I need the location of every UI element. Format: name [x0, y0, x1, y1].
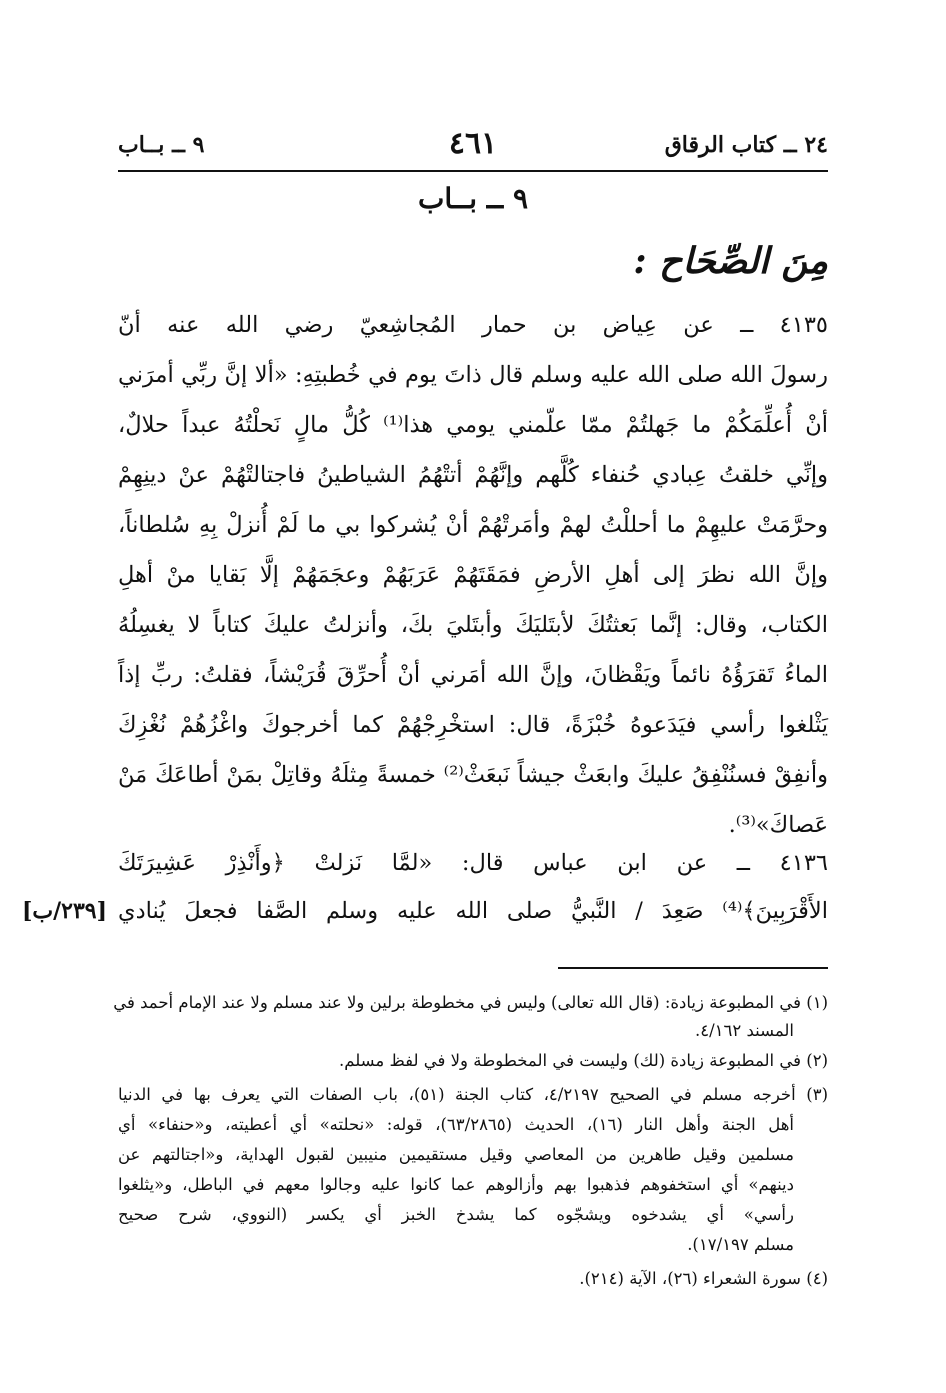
text-line: ٤١٣٦ ــ عن ابن عباس قال: «لمَّا نَزلتْ ﴿وأَنْذِرْ عَشِيرَتَكَ [118, 850, 828, 876]
header-book-title: ٢٤ ــ كتاب الرقاق [664, 132, 828, 158]
footnote-line: (٤) سورة الشعراء (٢٦)، الآية (٢١٤). [579, 1269, 828, 1288]
footnote-line: (١) في المطبوعة زيادة: (قال الله تعالى) وليس في مخطوطة برلين ولا عند مسلم ولا عند الإمام أحمد في [113, 993, 828, 1012]
header-chapter: ٩ ــ بــاب [118, 132, 205, 158]
text-line: وإنَّ الله نظرَ إلى أهلِ الأرضِ فمَقَتَهُمْ عَرَبَهُمْ وعجَمَهُمْ إلَّا بَقايا منْ أهلِ [118, 562, 828, 588]
footnote-line: (٣) أخرجه مسلم في الصحيح ٤/٢١٩٧، كتاب الجنة (٥١)، باب الصفات التي يعرف بها في الدنيا [118, 1085, 828, 1104]
text-line: وحرَّمَتْ عليهِمْ ما أحللْتُ لهمْ وأمَرتْهُمْ أنْ يُشركوا بي ما لَمْ أُنزلْ بِهِ سُلطاناً، [118, 512, 828, 538]
running-header [118, 126, 828, 172]
text-line: وأنفِقْ فسنُنْفِقُ عليكَ وابعَثْ جيشاً نَبعَثْ⁽²⁾ خمسةً مِثلَهُ وقاتِلْ بمَنْ أطاعَكَ مَنْ [118, 762, 828, 788]
footnote-line: مسلمين وقيل طاهرين من المعاصي وقيل مستقيمين منيبين لقبول الهداية، و«اجتالتهم عن [118, 1145, 794, 1164]
footnote-line: أهل الجنة وأهل النار (١٦)، الحديث (٦٣/٢٨٦٥)، قوله: «نحلته» أي أعطيته، و«حنفاء» أي [118, 1115, 794, 1134]
text-line: الماءُ تَقرَؤُهُ نائماً ويَقْظانَ، وإنَّ الله أمَرني أنْ أُحرِّقَ قُرَيْشاً، فقلتُ: ربِّ إذاً [118, 662, 828, 688]
footnote-line: رأسي» أي يشدخوه ويشجّوه كما يشدخ الخبز أي يكسر (النووي، شرح صحيح [118, 1205, 794, 1224]
text-line: الأَقْرَبِينَ﴾⁽⁴⁾ صَعِدَ / النَّبيُّ صلى الله عليه وسلم الصَّفا فجعلَ يُنادي [118, 898, 828, 924]
text-line: رسولَ الله صلى الله عليه وسلم قال ذاتَ يوم في خُطبتِهِ: «ألا إنَّ ربِّي أمرَني [118, 362, 828, 388]
page-number: ٤٦١ [448, 126, 498, 161]
footnote-line: المسند ٤/١٦٢. [694, 1021, 794, 1040]
footnote-line: دينهم» أي استخفوهم فذهبوا بهم وأزالوهم عما كانوا عليه وجالوا معهم في الباطل، و«يثلغوا [118, 1175, 794, 1194]
text-line: عَصاكَ»⁽³⁾. [728, 812, 828, 838]
footnote-line: مسلم ١٧/١٩٧). [687, 1235, 794, 1254]
footnote-separator [558, 967, 828, 969]
chapter-title: ٩ ــ بــاب [417, 182, 529, 215]
text-line: ٤١٣٥ ــ عن عِياض بن حمار المُجاشِعيّ رضي الله عنه أنّ [118, 312, 828, 338]
text-line: وإنِّي خلقتُ عِبادي حُنفاء كُلَّهم وإنَّهُمْ أتتْهُمُ الشياطينُ فاجتالتْهُمْ عنْ دينِهِمْ [118, 462, 828, 488]
text-line: أنْ أُعلِّمَكُمْ ما جَهلتُمْ ممّا علّمني يومي هذا⁽¹⁾ كُلُّ مالٍ نَحلْتُهُ عبداً حلالٌ، [118, 412, 828, 438]
source-heading: مِنَ الصِّحَاح : [633, 240, 828, 282]
text-line: يَثْلغوا رأسي فيَدَعوهُ خُبْزَةً، قال: استخْرِجْهُمْ كما أخرجوكَ واغْزُهُمْ نُغْزِكَ [118, 712, 828, 738]
footnote-line: (٢) في المطبوعة زيادة (لك) وليست في المخطوطة ولا في لفظ مسلم. [338, 1051, 828, 1070]
text-line: الكتاب، وقال: إنَّما بَعثتُكَ لأبتَليَكَ وأبتَليَ بكَ، وأنزلتُ عليكَ كتاباً لا يغسِلُهُ [118, 612, 828, 638]
manuscript-folio-note: [٢٣٩/ب] [22, 898, 108, 924]
